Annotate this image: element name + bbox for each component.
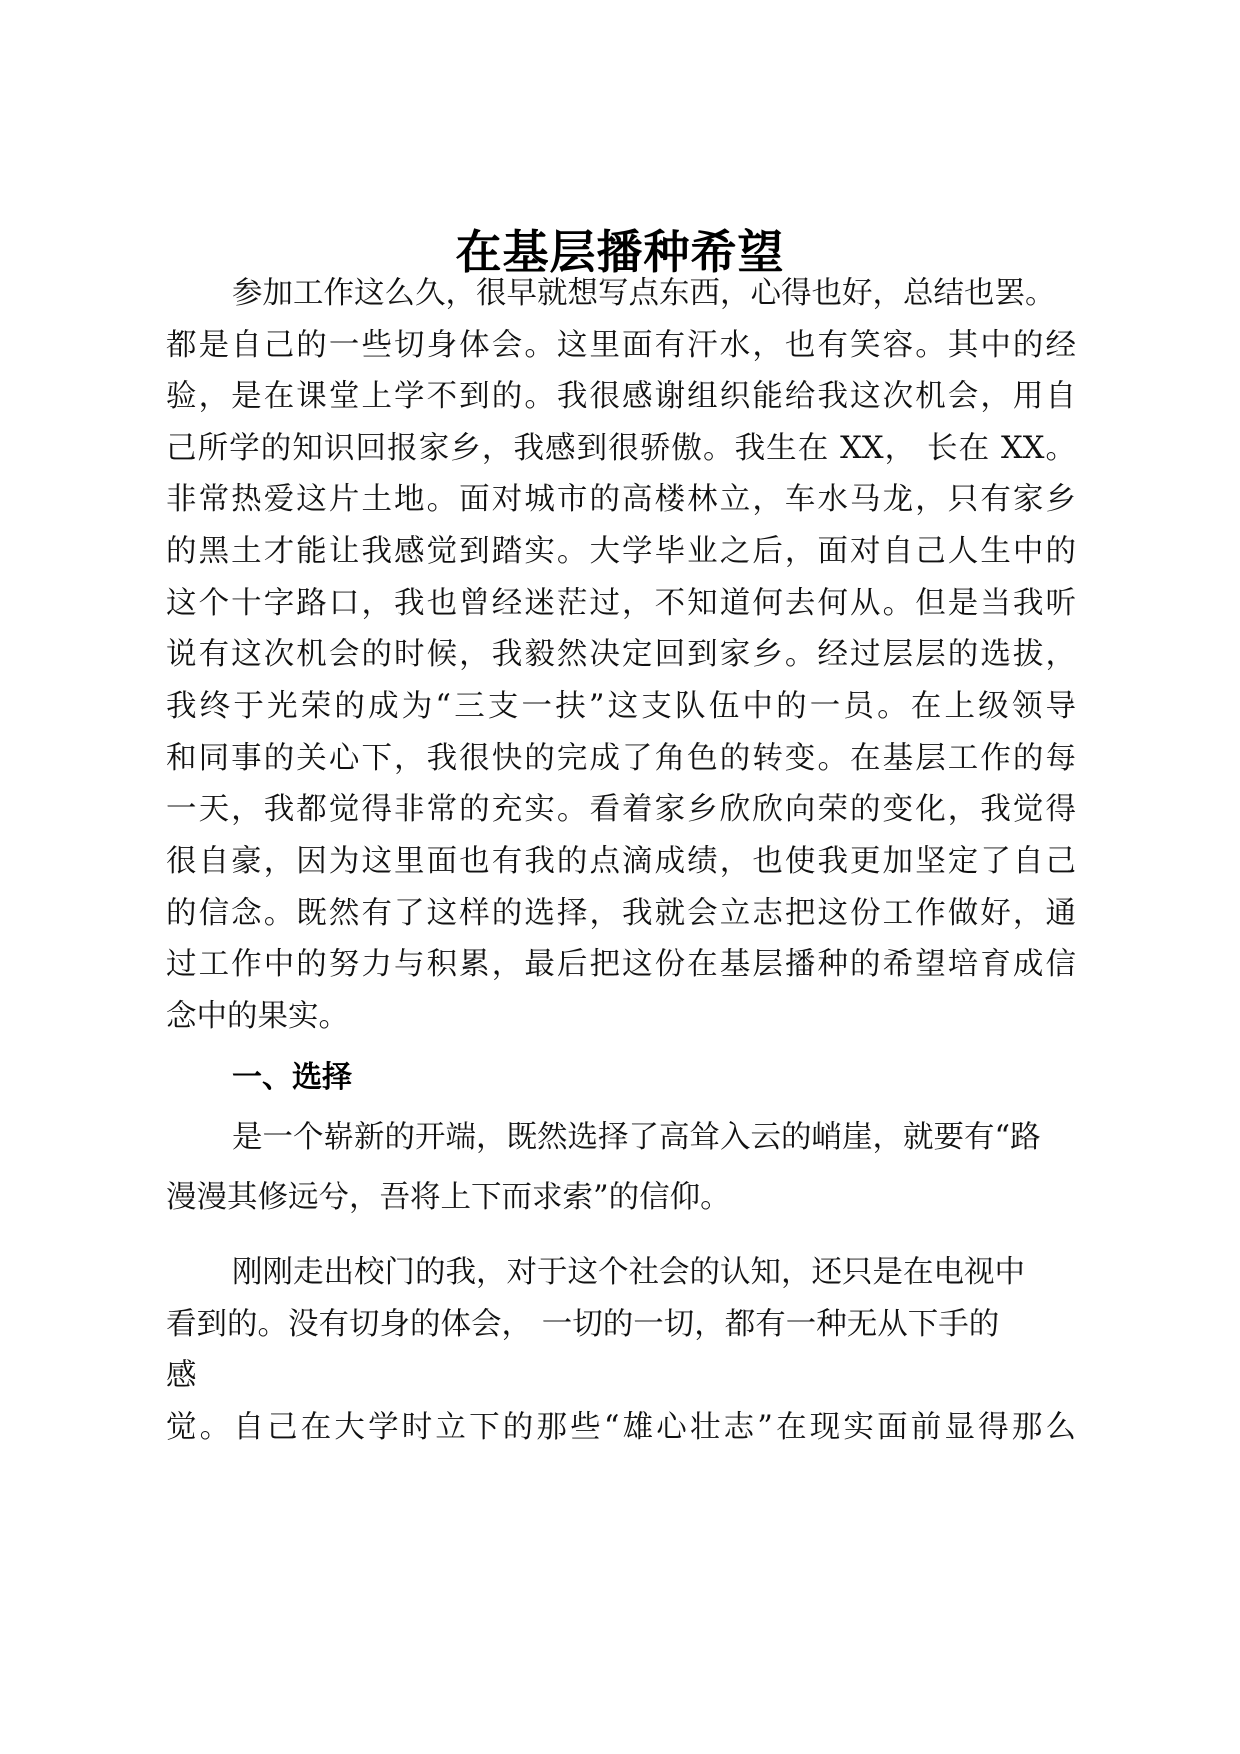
intro-line: 参加工作这么久，很早就想写点东西，心得也好，总结也罢。	[232, 276, 1056, 311]
intro-line: 己所学的知识回报家乡，我感到很骄傲。我生在 XX， 长在 XX。	[166, 431, 1076, 466]
intro-line: 过工作中的努力与积累，最后把这份在基层播种的希望培育成信	[166, 947, 1076, 982]
intro-line: 我终于光荣的成为“三支一扶”这支队伍中的一员。在上级领导	[166, 689, 1076, 724]
document-title: 在基层播种希望	[455, 225, 785, 279]
intro-line: 这个十字路口，我也曾经迷茫过，不知道何去何从。但是当我听	[166, 586, 1076, 621]
intro-line: 的信念。既然有了这样的选择，我就会立志把这份工作做好，通	[166, 896, 1076, 931]
section1-p1-line: 是一个崭新的开端，既然选择了高耸入云的峭崖，就要有“路	[232, 1120, 1041, 1155]
intro-line: 都是自己的一些切身体会。这里面有汗水，也有笑容。其中的经	[166, 328, 1076, 363]
section1-p1-line: 漫漫其修远兮，吾将上下而求索”的信仰。	[166, 1180, 731, 1215]
intro-line: 验，是在课堂上学不到的。我很感谢组织能给我这次机会，用自	[166, 379, 1076, 414]
intro-line: 念中的果实。	[166, 999, 349, 1034]
section1-p2-line: 觉。自己在大学时立下的那些“雄心壮志”在现实面前显得那么	[166, 1410, 1076, 1445]
intro-line: 和同事的关心下，我很快的完成了角色的转变。在基层工作的每	[166, 741, 1076, 776]
intro-line: 说有这次机会的时候，我毅然决定回到家乡。经过层层的选拔，	[166, 637, 1076, 672]
section1-p2-line: 感	[166, 1358, 197, 1393]
intro-line: 非常热爱这片土地。面对城市的高楼林立，车水马龙，只有家乡	[166, 482, 1076, 517]
intro-line: 一天，我都觉得非常的充实。看着家乡欣欣向荣的变化，我觉得	[166, 792, 1076, 827]
intro-line: 的黑土才能让我感觉到踏实。大学毕业之后，面对自己人生中的	[166, 534, 1076, 569]
intro-line: 很自豪，因为这里面也有我的点滴成绩，也使我更加坚定了自己	[166, 844, 1076, 879]
section1-p2-line: 看到的。没有切身的体会， 一切的一切，都有一种无从下手的	[166, 1307, 1000, 1342]
section1-p2-line: 刚刚走出校门的我，对于这个社会的认知，还只是在电视中	[232, 1255, 1025, 1290]
section-heading: 一、选择	[232, 1060, 352, 1095]
